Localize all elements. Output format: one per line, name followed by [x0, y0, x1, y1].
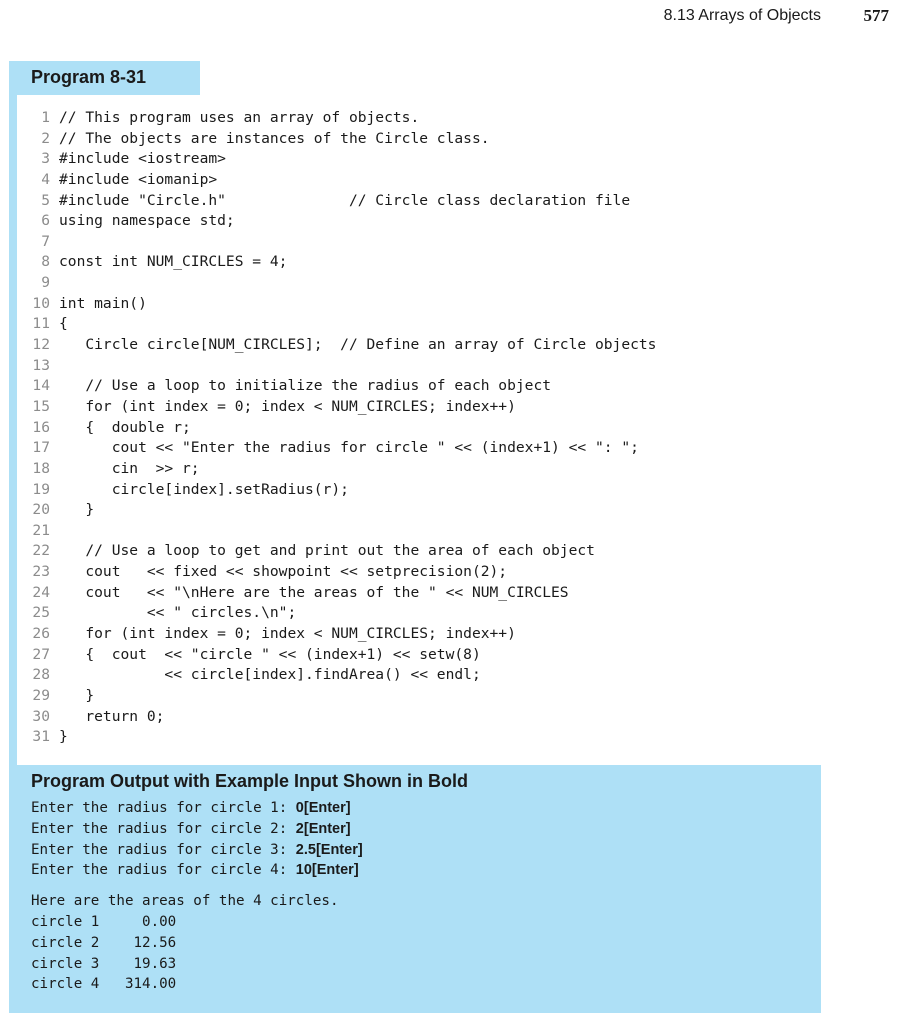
code-text: circle[index].setRadius(r); — [59, 480, 349, 498]
code-text: using namespace std; — [59, 212, 235, 230]
code-line — [20, 707, 656, 728]
line-number: 25 — [32, 604, 50, 622]
code-line — [20, 314, 656, 335]
code-line — [20, 129, 656, 150]
code-line — [20, 459, 656, 480]
line-number: 24 — [32, 583, 50, 601]
output-line — [31, 819, 363, 840]
output-prompt: Enter the radius for circle 4: — [31, 862, 296, 879]
code-text: for (int index = 0; index < NUM_CIRCLES; index++) — [59, 397, 516, 415]
code-text: << circle[index].findArea() << endl; — [59, 666, 481, 684]
output-line — [31, 840, 363, 861]
output-line — [31, 798, 363, 819]
code-line — [20, 335, 656, 356]
code-line — [20, 500, 656, 521]
program-output-box — [9, 765, 821, 1013]
code-text: } — [59, 686, 95, 704]
line-number: 22 — [32, 542, 50, 560]
user-input: 0[Enter] — [295, 800, 351, 816]
code-text: // Use a loop to initialize the radius of each object — [59, 377, 552, 395]
line-number: 23 — [32, 563, 50, 581]
code-line — [20, 232, 656, 253]
line-number: 20 — [32, 501, 50, 519]
code-line — [20, 191, 656, 212]
code-text: // The objects are instances of the Circle class. — [59, 129, 490, 147]
line-number: 21 — [32, 521, 50, 539]
line-number: 3 — [41, 150, 50, 168]
code-text: for (int index = 0; index < NUM_CIRCLES; index++) — [59, 625, 516, 643]
line-number: 1 — [41, 109, 50, 126]
code-line — [20, 170, 656, 191]
code-text: const int NUM_CIRCLES = 4; — [59, 253, 288, 271]
code-line — [20, 356, 656, 377]
code-text: // This program uses an array of objects. — [59, 109, 420, 126]
line-number: 12 — [32, 336, 50, 354]
code-text: << " circles.\n"; — [59, 604, 297, 622]
line-number: 15 — [32, 397, 50, 415]
output-line — [31, 860, 363, 881]
code-line — [20, 665, 656, 686]
code-line — [20, 252, 656, 273]
user-input: 2.5[Enter] — [295, 841, 363, 858]
line-number: 10 — [32, 294, 50, 312]
code-text: #include <iostream> — [59, 150, 226, 168]
code-text: { — [59, 315, 68, 333]
line-number: 16 — [32, 418, 50, 436]
output-line: circle 2 12.56 — [31, 934, 177, 951]
line-number: 29 — [32, 686, 50, 704]
code-line — [20, 108, 656, 129]
code-line — [20, 294, 656, 315]
output-line: Here are the areas of the 4 circles. — [31, 893, 339, 910]
user-input: 2[Enter] — [295, 820, 351, 837]
line-number: 14 — [32, 377, 50, 395]
line-number: 30 — [32, 707, 50, 725]
line-number: 27 — [32, 645, 50, 663]
code-line — [20, 624, 656, 645]
code-line — [20, 583, 656, 604]
line-number: 8 — [41, 253, 50, 271]
line-number: 6 — [41, 212, 50, 230]
output-prompt: Enter the radius for circle 3: — [31, 841, 296, 858]
code-listing — [20, 108, 656, 748]
code-text: } — [59, 728, 68, 746]
code-text: cout << "\nHere are the areas of the " << NUM_CIRCLES — [59, 583, 569, 601]
line-number: 26 — [32, 625, 50, 643]
section-title: 8.13 Arrays of Objects — [663, 7, 821, 24]
code-text: { cout << "circle " << (index+1) << setw(8) — [59, 645, 481, 663]
code-line — [20, 376, 656, 397]
code-text: cout << "Enter the radius for circle " << (index+1) << ": "; — [59, 439, 639, 457]
output-prompt: Enter the radius for circle 1: — [31, 800, 296, 816]
code-line — [20, 211, 656, 232]
code-text: int main() — [59, 294, 147, 312]
code-text: #include <iomanip> — [59, 170, 218, 188]
listing-frame-bar — [9, 95, 17, 765]
code-line — [20, 562, 656, 583]
code-text: cin >> r; — [59, 459, 200, 477]
output-lines — [31, 798, 363, 995]
line-number: 13 — [32, 356, 50, 374]
line-number: 5 — [41, 191, 50, 209]
code-line — [20, 438, 656, 459]
code-line — [20, 541, 656, 562]
running-head — [0, 5, 907, 27]
line-number: 11 — [32, 315, 50, 333]
code-text: cout << fixed << showpoint << setprecision(2); — [59, 563, 508, 581]
code-line — [20, 603, 656, 624]
line-number: 7 — [41, 232, 50, 250]
line-number: 2 — [41, 129, 50, 147]
output-line: circle 1 0.00 — [31, 913, 177, 930]
output-line: circle 3 19.63 — [31, 955, 177, 972]
line-number: 31 — [32, 728, 50, 746]
code-line — [20, 149, 656, 170]
code-text: // Use a loop to get and print out the area of each object — [59, 542, 595, 560]
code-line — [20, 521, 656, 542]
line-number: 28 — [32, 666, 50, 684]
program-label: Program 8-31 — [9, 61, 200, 95]
user-input: 10[Enter] — [295, 862, 359, 879]
output-line: circle 4 314.00 — [31, 976, 177, 993]
code-text: { double r; — [59, 418, 191, 436]
page-number: 577 — [863, 6, 889, 25]
line-number: 9 — [41, 274, 50, 292]
code-text: #include "Circle.h" // Circle class declaration file — [59, 191, 631, 209]
code-text: } — [59, 501, 95, 519]
code-line — [20, 418, 656, 439]
code-line — [20, 480, 656, 501]
output-title: Program Output with Example Input Shown in Bold — [31, 771, 468, 791]
line-number: 18 — [32, 459, 50, 477]
code-line — [20, 273, 656, 294]
line-number: 17 — [32, 439, 50, 457]
code-line — [20, 727, 656, 748]
output-gap — [31, 881, 363, 891]
code-text: return 0; — [59, 707, 165, 725]
code-line — [20, 645, 656, 666]
code-line — [20, 397, 656, 418]
line-number: 19 — [32, 480, 50, 498]
line-number: 4 — [41, 170, 50, 188]
output-prompt: Enter the radius for circle 2: — [31, 820, 296, 837]
code-text: Circle circle[NUM_CIRCLES]; // Define an array of Circle objects — [59, 336, 657, 354]
code-line — [20, 686, 656, 707]
